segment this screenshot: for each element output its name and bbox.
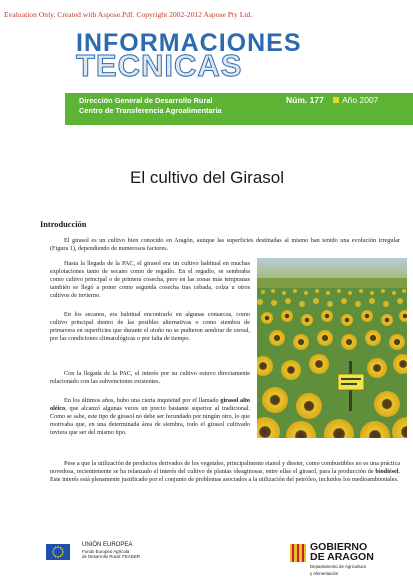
eu-subtitle-2: de Desarrollo Rural: FEADER bbox=[82, 554, 141, 560]
sunflower-field-photo bbox=[257, 258, 407, 438]
sunflower-field-image bbox=[257, 258, 407, 438]
section-heading: Introducción bbox=[40, 220, 87, 229]
aragon-stripes-icon bbox=[290, 544, 306, 562]
paragraph-4: Con la llegada de la PAC, el interés por su cultivo estuvo directamente relacionado con las subvenciones existentes. bbox=[50, 370, 250, 385]
publication-title-line2: TECNICAS bbox=[76, 48, 243, 83]
eu-caption bbox=[82, 542, 140, 560]
header-band bbox=[65, 93, 413, 125]
footer-logos bbox=[46, 534, 406, 574]
band-directorate: Dirección General de Desarrollo Rural bbox=[79, 96, 213, 105]
paragraph-5-text-b: , que alcanzó algunas veces un precio bastante superior al tradicional. Como se sabe, este tipo de girasol no debe ser fecundado por ningún otro, lo que motivaba que, en una determinada área de siembra, todo el girasol cultivado tuviera que ser del mismo tipo. bbox=[50, 405, 250, 436]
aragon-title-line1: GOBIERNO bbox=[310, 541, 368, 553]
paragraph-6 bbox=[50, 460, 400, 484]
eu-flag-icon bbox=[46, 544, 70, 560]
eu-stars-icon bbox=[46, 544, 70, 560]
aragon-subtitle-1: Departamento de Agricultura bbox=[310, 564, 366, 569]
paragraph-2: Hasta la llegada de la PAC, el girasol era un cultivo habitual en muchas explotaciones tanto de secano como de regadío. En el regadío, se sembraba como cultivo principal o de primera cosecha, pero en las zonas más tempranas también se llegó a poner como segunda cosecha tras cebada, colza u otros cultivos de invierno. bbox=[50, 260, 250, 299]
eu-subtitle-1: Fondo Europeo Agrícola bbox=[82, 549, 130, 554]
article-title: El cultivo del Girasol bbox=[130, 168, 285, 187]
issue-year: Año 2007 bbox=[342, 95, 379, 105]
paragraph-5-bold: girasol alto oléico bbox=[50, 397, 250, 412]
aragon-caption bbox=[310, 542, 374, 576]
issue-number: Núm. 177 bbox=[286, 95, 324, 105]
aragon-shield-icon bbox=[290, 544, 306, 562]
paragraph-5 bbox=[50, 397, 250, 437]
paragraph-6-bold: biodiésel bbox=[375, 468, 399, 475]
band-center: Centro de Transferencia Agroalimentaria bbox=[79, 106, 222, 115]
publication-title-line1: INFORMACIONES bbox=[76, 29, 302, 57]
aragon-subtitle-2: y Alimentación bbox=[310, 571, 339, 576]
eu-title: UNIÓN EUROPEA bbox=[82, 542, 133, 548]
paragraph-3: En los secanos, era habitual encontrarlo en algunas comarcas, como cultivo principal dentro de las posibles alternativas o como siembra de primavera en superficies que durante el otoño no se pudieron sembrar de cereal, por las condiciones climatológicas o por falta de tiempo. bbox=[50, 311, 250, 342]
paragraph-1: El girasol es un cultivo bien conocido en Aragón, aunque las superficies destinadas al mismo han tenido una evolución irregular (Figura 1), dependiendo de numerosos factores. bbox=[50, 237, 400, 252]
paragraph-6-text-a: Pese a que la utilización de productos derivados de los vegetales, principalmente etanol y diester, como combustibles no es una práctica novedosa, recientemente se ha relanzado el interés del cultivo de plantas oleaginosas, entre ellas el girasol, para la producción de bbox=[50, 460, 400, 475]
evaluation-watermark: Evaluation Only. Created with Aspose.Pdf. Copyright 2002-2012 Aspose Pty Ltd. bbox=[4, 10, 253, 19]
aragon-title-line2: DE ARAGON bbox=[310, 551, 374, 563]
band-separator-square bbox=[333, 97, 339, 103]
paragraph-5-text-a: En los últimos años, hubo una cierta inquietud por el llamado bbox=[64, 397, 221, 404]
paragraph-6-text-b: . Este interés está plenamente justificado por el conjunto de problemas asociados a la utilización del petróleo, incluidos los medioambientales. bbox=[50, 468, 400, 483]
